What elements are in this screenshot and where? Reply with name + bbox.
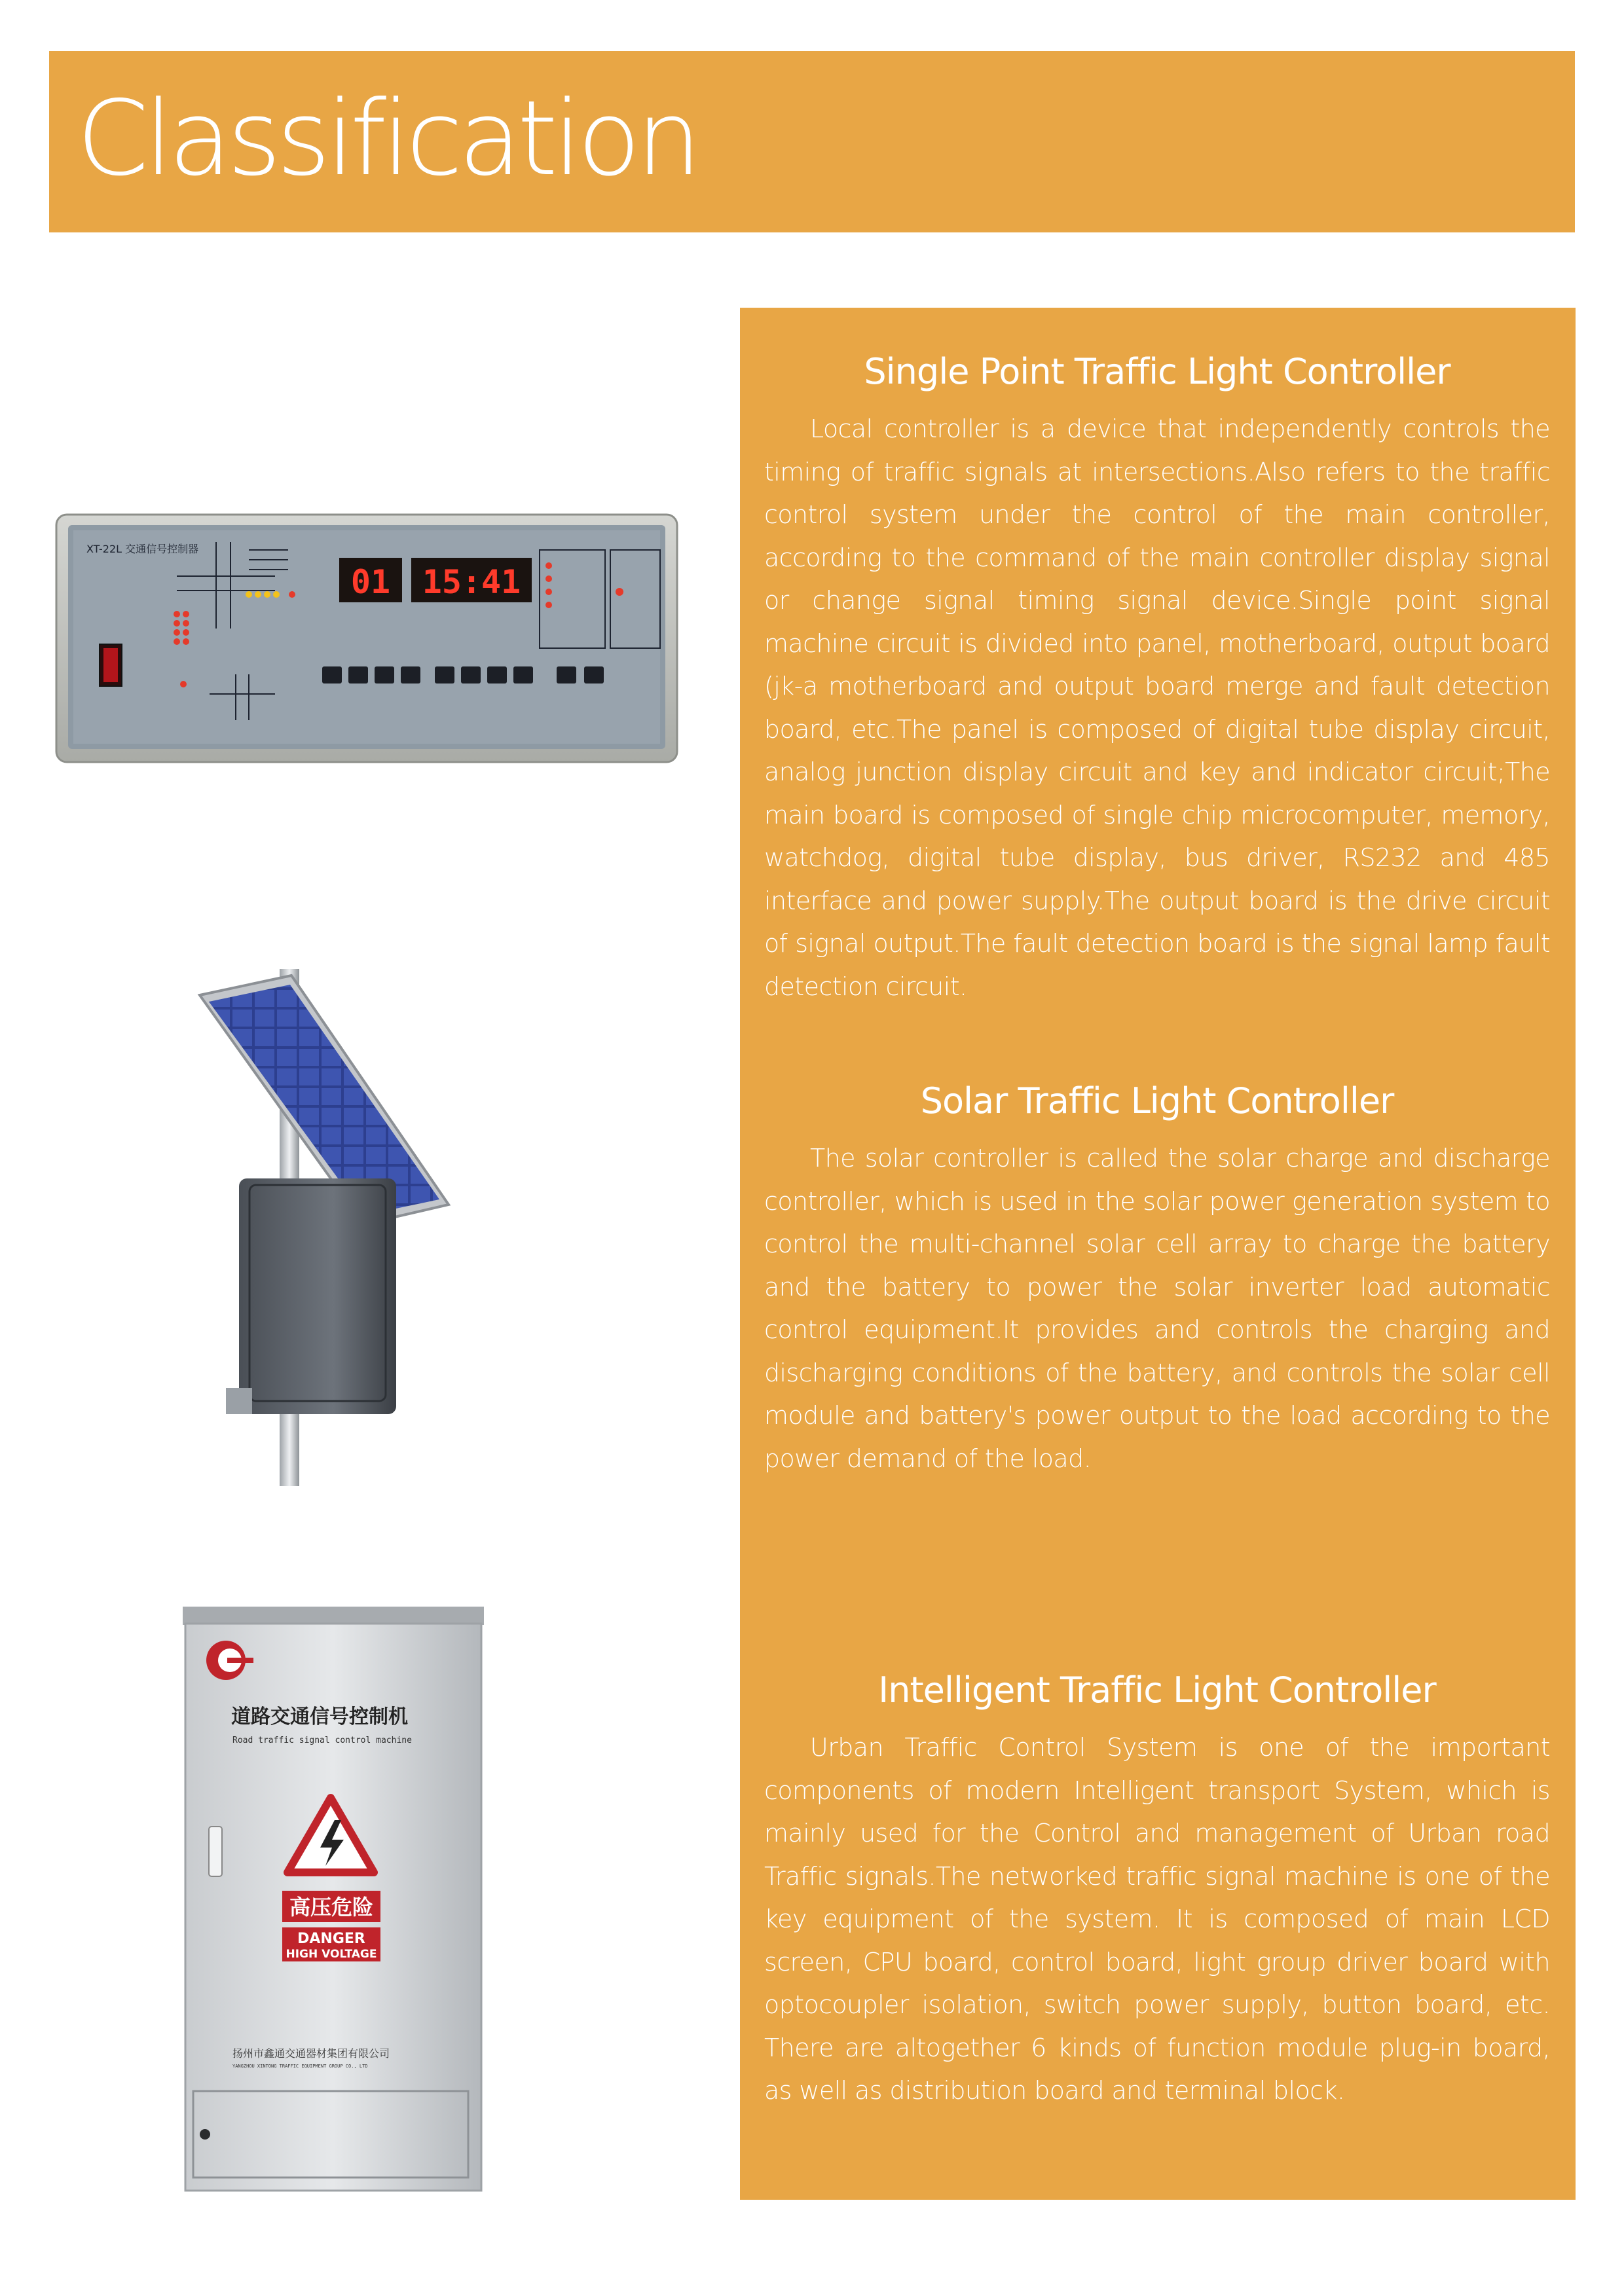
single-point-controller-photo <box>52 511 681 766</box>
cabinet-maker-cn: 扬州市鑫通交通器材集团有限公司 <box>232 2047 390 2060</box>
section-solar <box>764 1080 1550 1480</box>
section-body: The solar controller is called the solar charge and discharge controller, which is used in the solar power generation system to control the multi-channel solar cell array to charge the battery and the battery to power the solar inverter load automatic control equipment.It provides and controls the charging and discharging conditions of the battery, and controls the solar cell module and battery's power output to the load according to the power demand of the load. <box>764 1144 1550 1473</box>
cabinet-title-en: Road traffic signal control machine <box>232 1736 412 1745</box>
section-title: Intelligent Traffic Light Controller <box>878 1669 1436 1711</box>
cabinet-title-cn: 道路交通信号控制机 <box>231 1705 408 1728</box>
section-body: Local controller is a device that independently controls the timing of traffic signals at intersections.Also refers to the traffic control system under the control of the main controller, according to the command of the main controller display signal or change signal timing signal device.Single point signal machine circuit is divided into panel, motherboard, output board (jk-a motherboard and output board merge and fault detection board, etc.The panel is composed of digital tube display circuit, analog junction display circuit and key and indicator circuit;The main board is composed of single chip microcomputer, memory, watchdog, digital tube display, bus driver, RS232 and 485 interface and power supply.The output board is the drive circuit of signal output.The fault detection board is the signal lamp fault detection circuit. <box>764 414 1550 1001</box>
section-intelligent <box>764 1669 1550 2113</box>
cabinet-warning-en-1: DANGER <box>297 1931 365 1947</box>
intelligent-controller-cabinet-photo <box>180 1604 488 2193</box>
section-title: Solar Traffic Light Controller <box>920 1080 1394 1121</box>
section-body: Urban Traffic Control System is one of the important components of modern Intelligent transport System, which is mainly used for the Control and management of Urban road Traffic signals.The networked traffic signal machine is one of the key equipment of the system. It is composed of main LCD screen, CPU board, control board, light group driver board with optocoupler isolation, switch power supply, button board, etc. There are altogether 6 kinds of function module plug-in board, as well as distribution board and terminal block. <box>764 1733 1550 2105</box>
cabinet-warning-cn: 高压危险 <box>289 1895 374 1920</box>
page-title: Classification <box>77 79 697 199</box>
section-title: Single Point Traffic Light Controller <box>864 351 1450 392</box>
section-single-point <box>764 351 1550 1008</box>
panel-model-label: XT-22L 交通信号控制器 <box>86 543 199 555</box>
cabinet-maker-en: YANGZHOU XINTONG TRAFFIC EQUIPMENT GROUP CO., LTD <box>232 2064 368 2069</box>
panel-display-right: 15:41 <box>422 563 521 601</box>
panel-display-left: 01 <box>350 563 391 601</box>
solar-controller-photo <box>187 969 632 1493</box>
header-bar <box>49 51 1575 232</box>
content-panel <box>740 308 1576 2200</box>
cabinet-warning-en-2: HIGH VOLTAGE <box>286 1948 377 1961</box>
